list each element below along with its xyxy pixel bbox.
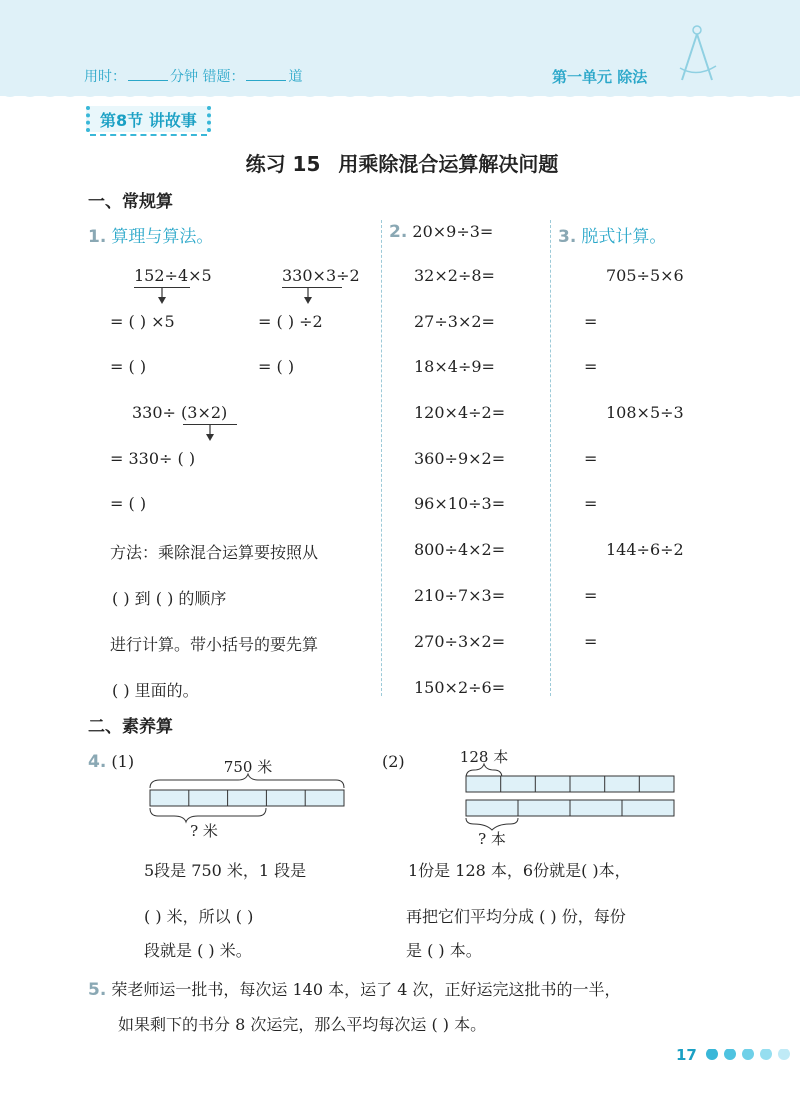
q4-1-line3[interactable]: 段就是 ( ) 米。 [144, 941, 252, 960]
q5-line2[interactable]: 如果剩下的书分 8 次运完，那么平均每次运 ( ) 本。 [118, 1015, 487, 1034]
q2-item[interactable]: 120×4÷2= [414, 403, 506, 422]
q1-expr-a: 152÷4×5 [134, 266, 212, 285]
q4-2-top-label: 128 本 [459, 748, 509, 766]
q1-c-step1[interactable]: = 330÷ ( ) [110, 449, 196, 468]
part2-heading: 二、素养算 [88, 717, 173, 737]
unit-title: 第一单元 除法 [552, 68, 648, 86]
q4-1-bar [150, 790, 344, 806]
q1-b-step2[interactable]: = ( ) [258, 357, 295, 376]
q1-method-line3: 进行计算。带小括号的要先算 [110, 635, 319, 654]
q1-method-line2[interactable]: ( ) 到 ( ) 的顺序 [112, 589, 227, 608]
q3-equals[interactable]: = [584, 494, 598, 513]
q1-expr-b: 330×3÷2 [282, 266, 360, 285]
q1-a-arrow-icon [156, 287, 168, 305]
header-scallop [0, 88, 800, 104]
q4-1-line1: 5段是 750 米，1 段是 [144, 861, 307, 880]
page-title: 练习 15 用乘除混合运算解决问题 [245, 152, 559, 176]
time-record: 用时： 分钟 错题： 道 [84, 69, 303, 85]
q3-expr: 144÷6÷2 [606, 540, 684, 559]
error-blank[interactable] [246, 69, 286, 81]
q1-expr-c: 330÷ (3×2) [132, 403, 228, 422]
q3-equals[interactable]: = [584, 632, 598, 651]
q2-item[interactable]: 270÷3×2= [414, 632, 506, 651]
q4-1-top-label: 750 米 [223, 758, 273, 776]
q4-1-line2[interactable]: ( ) 米，所以 ( ) [144, 907, 254, 926]
column-divider-1 [381, 220, 382, 696]
q2-item[interactable]: 32×2÷8= [414, 266, 495, 285]
q4-2-line1[interactable]: 1份是 128 本，6份就是( )本， [408, 861, 631, 880]
page-number: 17 [676, 1046, 798, 1064]
q3-equals[interactable]: = [584, 586, 598, 605]
q3-header: 3. 脱式计算。 [558, 227, 667, 247]
q2-header: 2. 20×9÷3= [389, 222, 494, 242]
q2-item[interactable]: 360÷9×2= [414, 449, 506, 468]
q5-line1-wrap: 5. 荣老师运一批书，每次运 140 本，运了 4 次，正好运完这批书的一半， [88, 980, 621, 1000]
q1-c-arrow-icon [204, 424, 216, 442]
q3-equals[interactable]: = [584, 357, 598, 376]
q3-expr: 705÷5×6 [606, 266, 684, 285]
q4-2-bottom-label: ? 本 [478, 830, 506, 848]
q2-item[interactable]: 27÷3×2= [414, 312, 495, 331]
q1-c-step2[interactable]: = ( ) [110, 494, 147, 513]
q2-item[interactable]: 18×4÷9= [414, 357, 495, 376]
q4-2-segment-diagram [456, 744, 682, 848]
q5-line1: 荣老师运一批书，每次运 140 本，运了 4 次，正好运完这批书的一半， [111, 980, 621, 999]
q1-method-line4[interactable]: ( ) 里面的。 [112, 681, 199, 700]
q2-item[interactable]: 210÷7×3= [414, 586, 506, 605]
compass-icon [672, 22, 722, 86]
q1-a-step1[interactable]: = ( ) ×5 [110, 312, 175, 331]
q3-equals[interactable]: = [584, 449, 598, 468]
q4-2-line3[interactable]: 是 ( ) 本。 [406, 941, 482, 960]
q3-expr: 108×5÷3 [606, 403, 684, 422]
q1-a-step2[interactable]: = ( ) [110, 357, 147, 376]
q3-equals[interactable]: = [584, 312, 598, 331]
column-divider-2 [550, 220, 551, 696]
q1-b-step1[interactable]: = ( ) ÷2 [258, 312, 323, 331]
q2-item[interactable]: 96×10÷3= [414, 494, 506, 513]
part1-heading: 一、常规算 [88, 192, 173, 212]
q4-2-line2[interactable]: 再把它们平均分成 ( ) 份，每份 [406, 907, 626, 926]
time-blank[interactable] [128, 69, 168, 81]
q1-header: 1. 算理与算法。 [88, 227, 214, 247]
q4-2-label: (2) [382, 752, 405, 771]
q2-item[interactable]: 150×2÷6= [414, 678, 506, 697]
section-tag: 第8节 讲故事 [86, 106, 211, 132]
q4-1-segment-diagram [146, 754, 350, 840]
q1-b-arrow-icon [302, 287, 314, 305]
q1-method-line1: 方法：乘除混合运算要按照从 [110, 543, 319, 562]
q4-1-bottom-label: ? 米 [190, 822, 218, 840]
page-deco-icon [704, 1049, 798, 1063]
q2-item[interactable]: 800÷4×2= [414, 540, 506, 559]
q4-header: 4. (1) [88, 752, 135, 772]
